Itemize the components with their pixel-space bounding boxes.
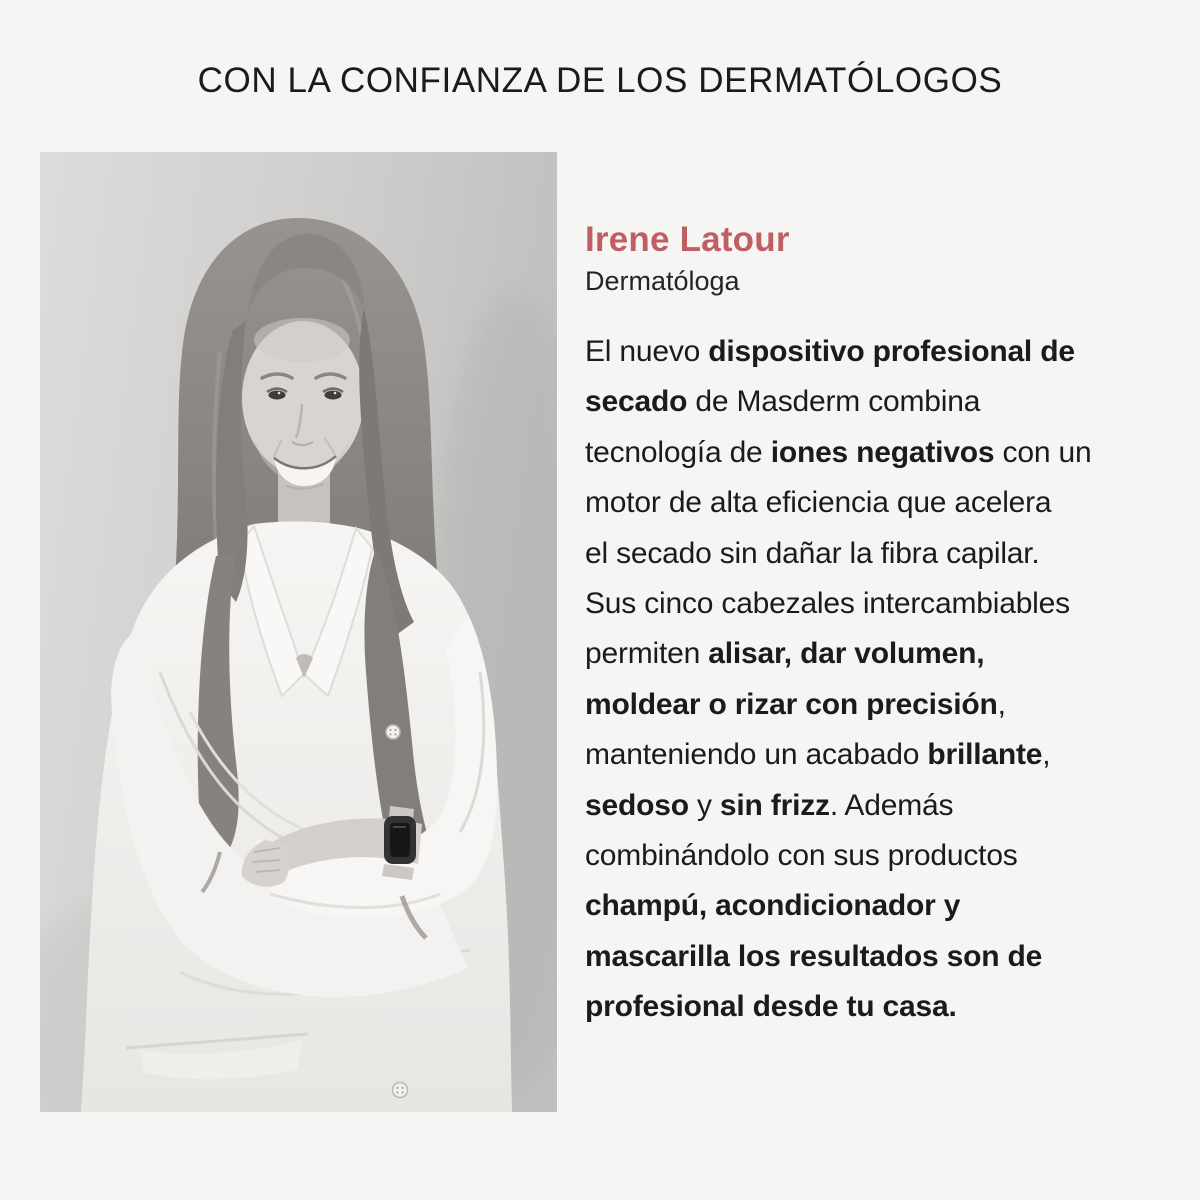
testimonial-line [585, 680, 1160, 730]
testimonial-text [585, 327, 1160, 1033]
testimonial-line [585, 428, 1160, 478]
testimonial-bold-segment: champú, acondicionador y [585, 889, 961, 923]
testimonial-bold-segment: sin frizz [719, 788, 830, 822]
testimonial-line [585, 932, 1160, 982]
testimonial-line [585, 529, 1160, 579]
testimonial-segment: tecnología de [585, 435, 771, 469]
testimonial-line [585, 730, 1160, 780]
coat-button [393, 1083, 408, 1098]
testimonial-segment: y [688, 788, 720, 822]
left-eye [269, 391, 286, 400]
testimonial-segment: con un [994, 435, 1092, 469]
testimonial-bold-segment: sedoso [585, 788, 689, 822]
testimonial-segment: el secado sin dañar la fibra capilar. [585, 536, 1040, 570]
coat-button [386, 725, 400, 739]
testimonial-bold-segment: secado [585, 385, 688, 419]
testimonial-line [585, 478, 1160, 528]
testimonial-bold-segment: dispositivo profesional de [708, 335, 1075, 368]
testimonial-bold-segment: profesional desde tu casa. [585, 990, 957, 1024]
testimonial-line [585, 579, 1160, 629]
testimonial-line [585, 982, 1160, 1032]
dermatologist-photo [40, 152, 557, 1112]
right-eye [325, 391, 342, 400]
testimonial-segment: combinándolo con sus productos [585, 839, 1018, 873]
testimonial-line [585, 629, 1160, 679]
testimonial-segment: de Masderm combina [687, 385, 981, 419]
testimonial-line [585, 377, 1160, 427]
testimonial-bold-segment: mascarilla los resultados son de [585, 939, 1043, 973]
testimonial-segment: permiten [585, 637, 709, 671]
testimonial-segment: , [997, 687, 1006, 721]
testimonial-segment: , [1042, 738, 1051, 772]
expert-role: Dermatóloga [585, 266, 740, 296]
testimonial-segment: . Además [829, 788, 954, 822]
testimonial-bold-segment: moldear o rizar con precisión [585, 687, 998, 721]
testimonial-bold-segment: alisar, dar volumen, [708, 637, 985, 671]
testimonial-line [585, 881, 1160, 931]
testimonial-segment: manteniendo un acabado [585, 738, 928, 772]
testimonial-line [585, 831, 1160, 881]
expert-name: Irene Latour [585, 220, 790, 259]
testimonial-bold-segment: iones negativos [770, 435, 995, 469]
page-title: CON LA CONFIANZA DE LOS DERMATÓLOGOS [197, 61, 1003, 100]
testimonial-line [585, 327, 1160, 377]
testimonial-segment: motor de alta eficiencia que acelera [585, 486, 1052, 520]
testimonial-line [585, 781, 1160, 831]
portrait-illustration [40, 152, 557, 1112]
testimonial-segment: El nuevo [585, 335, 709, 368]
testimonial-segment: Sus cinco cabezales intercambiables [585, 587, 1070, 621]
testimonial-bold-segment: brillante [927, 738, 1043, 772]
